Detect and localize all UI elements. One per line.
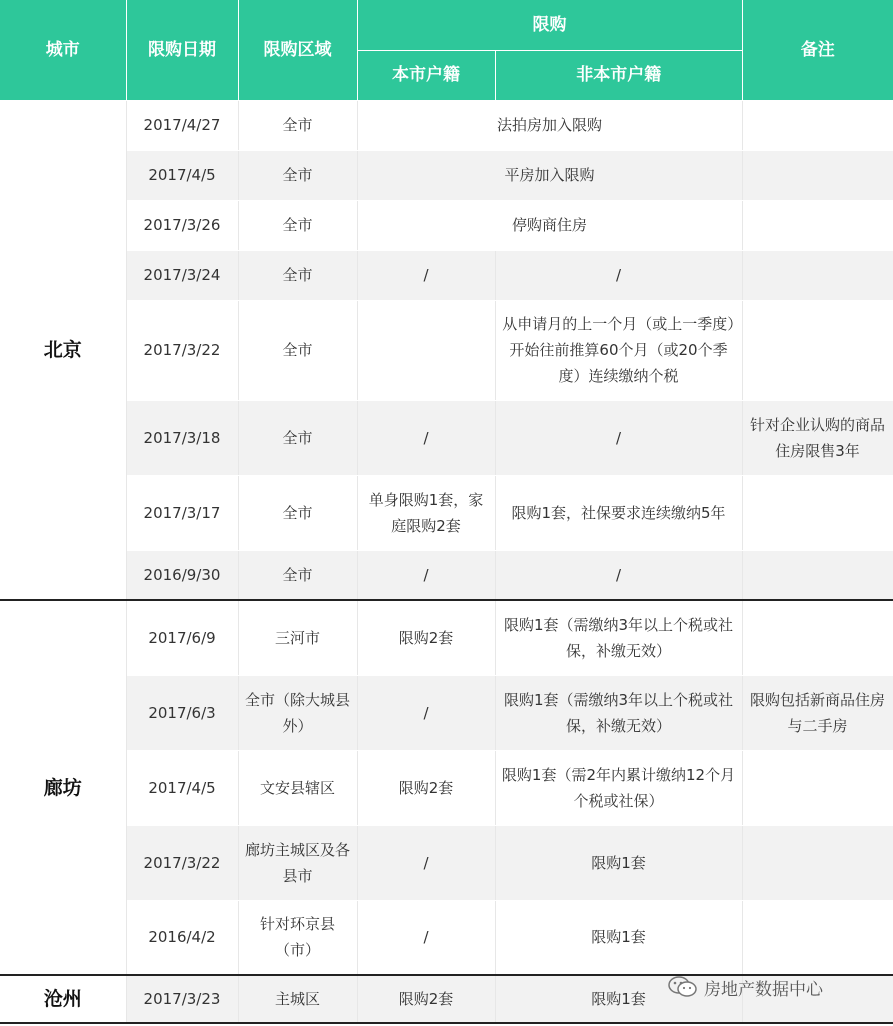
local-cell: / — [357, 550, 495, 600]
area-cell: 全市 — [238, 100, 357, 150]
nonlocal-cell: 从申请月的上一个月（或上一季度）开始往前推算60个月（或20个季度）连续缴纳个税 — [495, 300, 742, 400]
nonlocal-cell: 限购1套（需2年内累计缴纳12个月个税或社保） — [495, 750, 742, 825]
city-beijing: 北京 — [0, 100, 126, 600]
remark-cell — [742, 100, 893, 150]
remark-cell — [742, 600, 893, 675]
local-cell: / — [357, 400, 495, 475]
area-cell: 全市 — [238, 475, 357, 550]
local-cell: / — [357, 900, 495, 975]
limit-merged-cell: 法拍房加入限购 — [357, 100, 742, 150]
nonlocal-cell: 限购1套（需缴纳3年以上个税或社保，补缴无效） — [495, 675, 742, 750]
date-cell: 2016/4/2 — [126, 900, 238, 975]
local-cell: 限购2套 — [357, 750, 495, 825]
date-cell: 2017/6/9 — [126, 600, 238, 675]
area-cell: 文安县辖区 — [238, 750, 357, 825]
area-cell: 全市 — [238, 200, 357, 250]
remark-cell: 针对企业认购的商品住房限售3年 — [742, 400, 893, 475]
remark-cell — [742, 150, 893, 200]
remark-cell — [742, 825, 893, 900]
city-langfang: 廊坊 — [0, 600, 126, 975]
remark-cell — [742, 475, 893, 550]
header-city: 城市 — [0, 0, 126, 100]
date-cell: 2017/3/23 — [126, 975, 238, 1023]
nonlocal-cell: 限购1套，社保要求连续缴纳5年 — [495, 475, 742, 550]
nonlocal-cell: 限购1套 — [495, 975, 742, 1023]
area-cell: 全市 — [238, 400, 357, 475]
header-local: 本市户籍 — [357, 50, 495, 100]
date-cell: 2017/3/24 — [126, 250, 238, 300]
remark-cell — [742, 900, 893, 975]
date-cell: 2016/9/30 — [126, 550, 238, 600]
date-cell: 2017/3/22 — [126, 300, 238, 400]
nonlocal-cell: / — [495, 400, 742, 475]
area-cell: 三河市 — [238, 600, 357, 675]
area-cell: 全市 — [238, 550, 357, 600]
limit-merged-cell: 平房加入限购 — [357, 150, 742, 200]
nonlocal-cell: 限购1套（需缴纳3年以上个税或社保，补缴无效） — [495, 600, 742, 675]
date-cell: 2017/3/18 — [126, 400, 238, 475]
nonlocal-cell: / — [495, 550, 742, 600]
remark-cell — [742, 250, 893, 300]
area-cell: 全市 — [238, 250, 357, 300]
local-cell: / — [357, 250, 495, 300]
area-cell: 全市 — [238, 150, 357, 200]
date-cell: 2017/3/17 — [126, 475, 238, 550]
area-cell: 全市（除大城县外） — [238, 675, 357, 750]
city-cangzhou: 沧州 — [0, 975, 126, 1023]
header-limit: 限购 — [357, 0, 742, 50]
date-cell: 2017/6/3 — [126, 675, 238, 750]
header-date: 限购日期 — [126, 0, 238, 100]
local-cell: 单身限购1套，家庭限购2套 — [357, 475, 495, 550]
watermark-text: 房地产数据中心 — [704, 979, 823, 1000]
nonlocal-cell: / — [495, 250, 742, 300]
header-area: 限购区域 — [238, 0, 357, 100]
remark-cell — [742, 750, 893, 825]
remark-cell: 限购包括新商品住房与二手房 — [742, 675, 893, 750]
remark-cell — [742, 300, 893, 400]
local-cell: / — [357, 675, 495, 750]
area-cell: 廊坊主城区及各县市 — [238, 825, 357, 900]
limit-merged-cell: 停购商住房 — [357, 200, 742, 250]
date-cell: 2017/4/5 — [126, 750, 238, 825]
header-nonlocal: 非本市户籍 — [495, 50, 742, 100]
local-cell: 限购2套 — [357, 600, 495, 675]
header-remark: 备注 — [742, 0, 893, 100]
wechat-icon — [668, 975, 698, 999]
local-cell: / — [357, 825, 495, 900]
date-cell: 2017/4/27 — [126, 100, 238, 150]
local-cell: 限购2套 — [357, 975, 495, 1023]
remark-cell — [742, 200, 893, 250]
nonlocal-cell: 限购1套 — [495, 825, 742, 900]
date-cell: 2017/3/26 — [126, 200, 238, 250]
local-cell — [357, 300, 495, 400]
remark-cell — [742, 550, 893, 600]
area-cell: 全市 — [238, 300, 357, 400]
date-cell: 2017/4/5 — [126, 150, 238, 200]
area-cell: 主城区 — [238, 975, 357, 1023]
date-cell: 2017/3/22 — [126, 825, 238, 900]
watermark — [668, 972, 823, 1002]
area-cell: 针对环京县（市） — [238, 900, 357, 975]
nonlocal-cell: 限购1套 — [495, 900, 742, 975]
